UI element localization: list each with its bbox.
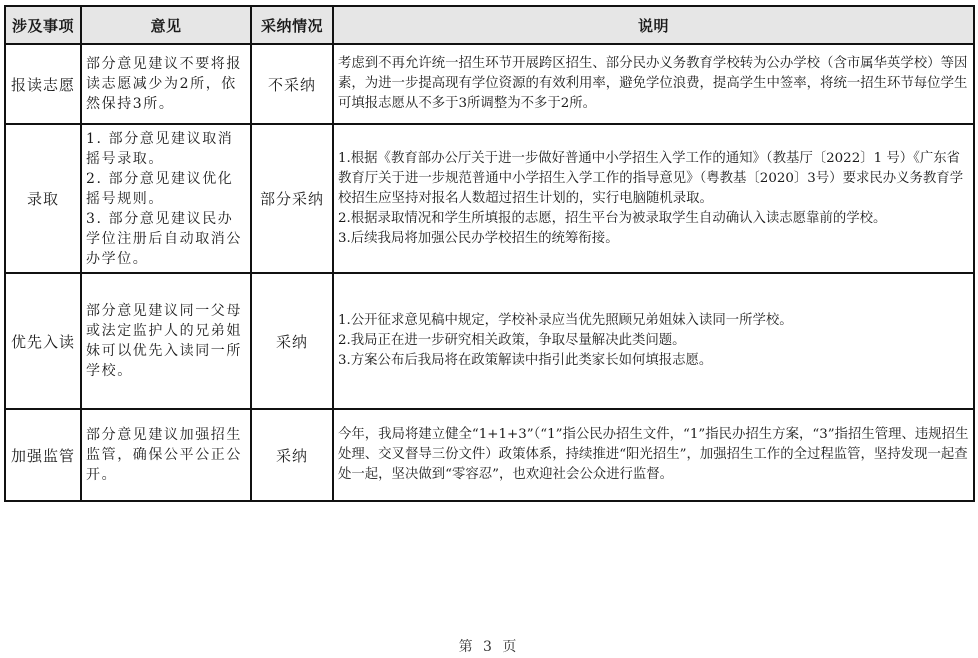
explanation-line: 3.后续我局将加强公民办学校招生的统筹衔接。	[338, 230, 619, 246]
table-header-row	[5, 6, 974, 44]
explanation-line: 2.根据录取情况和学生所填报的志愿，招生平台为被录取学生自动确认入读志愿靠前的学校。	[338, 210, 887, 226]
row-topic: 加强监管	[5, 409, 81, 501]
opinion-line: 1. 部分意见建议取消摇号录取。	[86, 130, 234, 167]
row-status: 采纳	[251, 409, 333, 501]
table-row	[5, 273, 974, 409]
row-explanation	[333, 124, 974, 273]
opinion-line: 2. 部分意见建议优化摇号规则。	[86, 170, 234, 207]
row-status: 采纳	[251, 273, 333, 409]
row-status: 不采纳	[251, 44, 333, 124]
explanation-line: 1.根据《教育部办公厅关于进一步做好普通中小学招生入学工作的通知》（教基厅〔2022〕1 号）《广东省教育厅关于进一步规范普通中小学招生入学工作的指导意见》（粤教基〔2020〕3号）要求民办义务教育学校招生应坚持对报名人数超过招生计划的，实行电脑随机录取。	[338, 150, 964, 206]
explanation-line: 2.我局正在进一步研究相关政策，争取尽量解决此类问题。	[338, 333, 686, 348]
table-row	[5, 44, 974, 124]
explanation-line: 今年，我局将建立健全“1+1+3”（“1”指公民办招生文件，“1”指民办招生方案，“3”指招生管理、违规招生处理、交叉督导三份文件）政策体系，持续推进“阳光招生”，加强招生工作的全过程监管，坚持发现一起查处一起，坚决做到“零容忍”，也欢迎社会公众进行监督。	[338, 427, 969, 482]
row-topic: 录取	[5, 124, 81, 273]
row-topic: 优先入读	[5, 273, 81, 409]
explanation-line: 考虑到不再允许统一招生环节开展跨区招生、部分民办义务教育学校转为公办学校（含市属华英学校）等因素，为进一步提高现有学位资源的有效利用率，避免学位浪费，提高学生中签率，将统一招生环节每位学生可填报志愿从不多于3所调整为不多于2所。	[338, 56, 968, 111]
table-row	[5, 124, 974, 273]
row-explanation	[333, 273, 974, 409]
header-explanation: 说明	[333, 6, 974, 44]
row-topic: 报读志愿	[5, 44, 81, 124]
opinion-line: 3. 部分意见建议民办学位注册后自动取消公办学位。	[86, 210, 242, 267]
row-explanation	[333, 409, 974, 501]
feedback-table	[4, 5, 975, 502]
header-opinion: 意见	[81, 6, 251, 44]
row-opinion: 部分意见建议不要将报读志愿减少为2所，依然保持3所。	[81, 44, 251, 124]
explanation-line: 1.公开征求意见稿中规定，学校补录应当优先照顾兄弟姐妹入读同一所学校。	[338, 313, 793, 328]
explanation-line: 3.方案公布后我局将在政策解读中指引此类家长如何填报志愿。	[338, 353, 713, 368]
row-explanation	[333, 44, 974, 124]
table-row	[5, 409, 974, 501]
header-topic: 涉及事项	[5, 6, 81, 44]
row-opinion	[81, 124, 251, 273]
row-opinion: 部分意见建议加强招生监管，确保公平公正公开。	[81, 409, 251, 501]
row-status: 部分采纳	[251, 124, 333, 273]
row-opinion: 部分意见建议同一父母或法定监护人的兄弟姐妹可以优先入读同一所学校。	[81, 273, 251, 409]
page-number: 第 3 页	[458, 639, 520, 655]
header-status: 采纳情况	[251, 6, 333, 44]
